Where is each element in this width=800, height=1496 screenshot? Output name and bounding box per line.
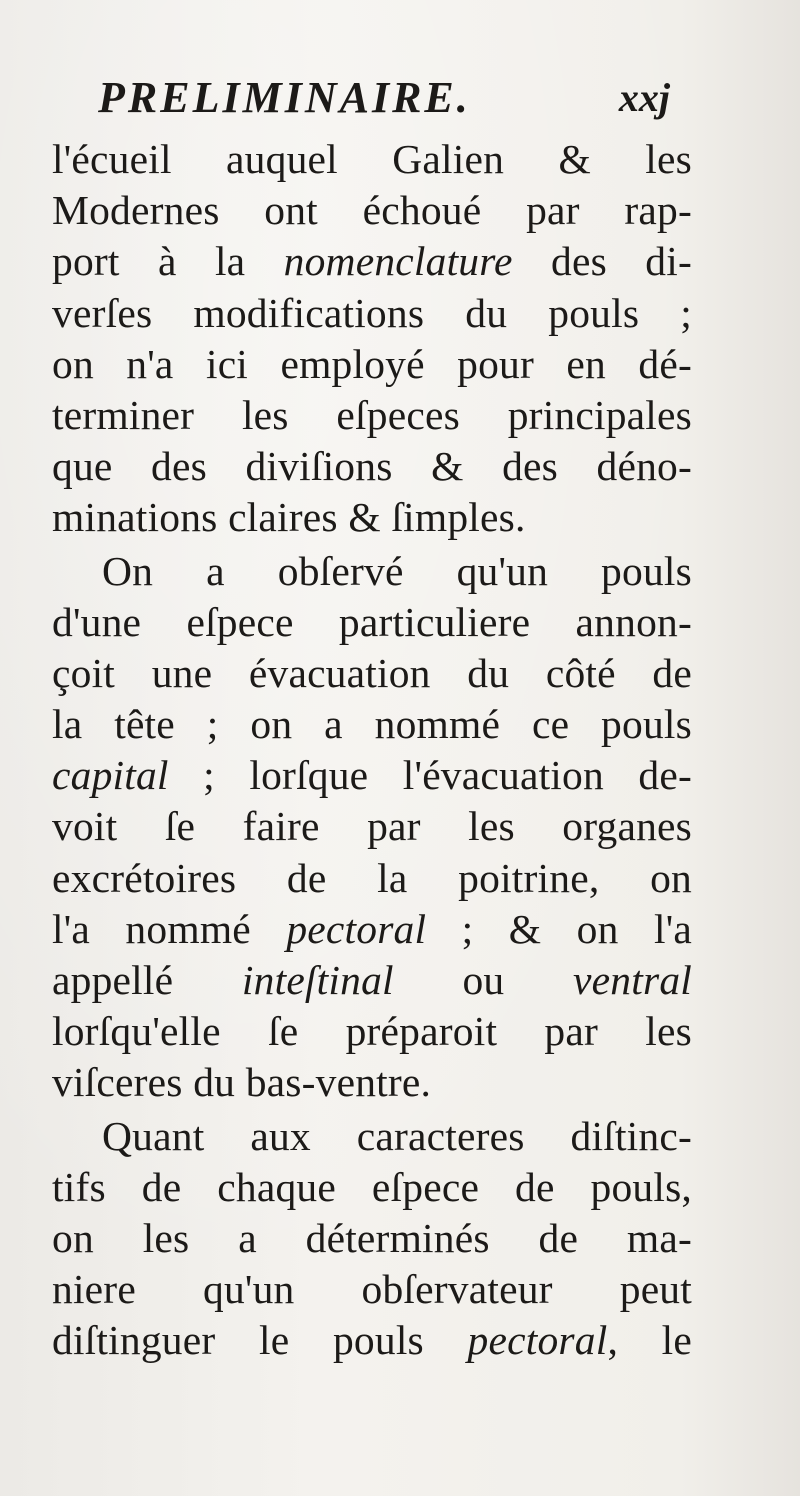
text-line: l'écueil auquel Galien & les (52, 136, 692, 182)
paragraph (52, 1111, 692, 1367)
text-line: port à la nomenclature des di- (52, 238, 692, 285)
text-line: niere qu'un obſervateur peut (52, 1266, 692, 1313)
text-line: On a obſervé qu'un pouls (102, 547, 692, 594)
text-line: appellé inteſtinal ou ventral (52, 957, 692, 1003)
text-line: on les a déterminés de ma- (52, 1214, 692, 1261)
running-head: PRELIMINAIRE. (98, 73, 471, 122)
page-number: xxj (618, 75, 670, 120)
paragraph (52, 546, 692, 1109)
italic-term: ventral (573, 957, 692, 1003)
text-line: terminer les eſpeces principales (52, 391, 692, 438)
text-line: diſtinguer le pouls pectoral, le (52, 1317, 692, 1364)
italic-term: pectoral (286, 905, 427, 952)
text-line: çoit une évacuation du côté de (52, 649, 692, 696)
page-header (52, 72, 692, 134)
text-line: tifs de chaque eſpece de pouls, (52, 1163, 692, 1210)
text-line: Modernes ont échoué par rap- (52, 187, 692, 234)
italic-term: inteſtinal (241, 957, 394, 1003)
text-line: on n'a ici employé pour en dé- (52, 340, 692, 387)
text-line: verſes modifications du pouls ; (52, 289, 692, 336)
italic-term: nomenclature (283, 238, 513, 285)
text-line: d'une eſpece particuliere annon- (52, 598, 692, 645)
text-line: voit ſe faire par les organes (52, 803, 692, 850)
text-line: excrétoires de la poitrine, on (52, 854, 692, 901)
text-line: l'a nommé pectoral ; & on l'a (52, 905, 692, 952)
text-line: la tête ; on a nommé ce pouls (52, 701, 692, 748)
text-line: que des diviſions & des déno- (52, 443, 692, 490)
text-line: Quant aux caracteres diſtinc- (102, 1112, 692, 1159)
paragraph (52, 134, 692, 544)
text-block (52, 72, 692, 1367)
italic-term: capital (52, 752, 169, 799)
text-line: lorſqu'elle ſe préparoit par les (52, 1008, 692, 1055)
text-line: capital ; lorſque l'évacuation de- (52, 752, 692, 799)
text-line: minations claires & ſimples. (52, 494, 526, 541)
text-line: viſceres du bas-ventre. (52, 1059, 432, 1106)
italic-term: pectoral (467, 1317, 608, 1364)
